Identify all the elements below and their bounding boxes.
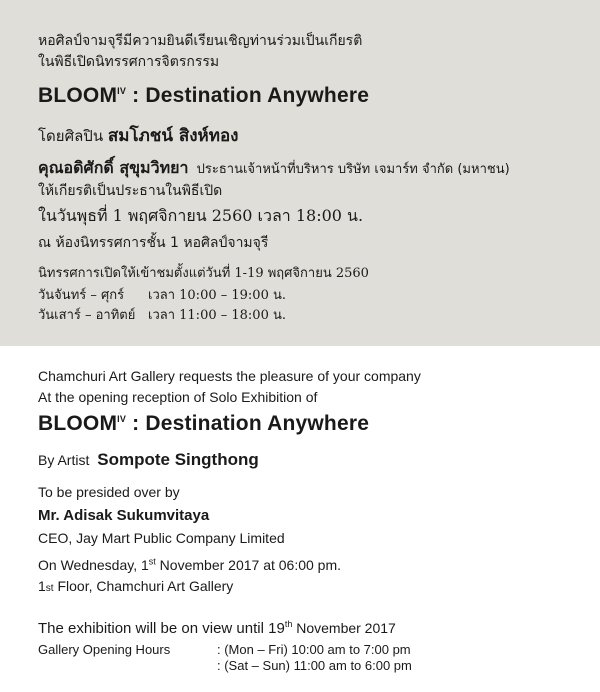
floor-suffix: st bbox=[45, 583, 54, 594]
thai-weekday-hours: เวลา 10:00 – 19:00 น. bbox=[148, 288, 286, 303]
artist-name: สมโภชน์ สิงห์ทอง bbox=[107, 126, 239, 146]
english-view-period bbox=[38, 620, 396, 637]
thai-weekend-hours: เวลา 11:00 – 18:00 น. bbox=[148, 308, 286, 323]
thai-presider-line bbox=[38, 156, 510, 181]
thai-exhibition-title bbox=[38, 84, 369, 108]
english-date-line bbox=[38, 557, 341, 573]
presider-name: คุณอดิศักดิ์ สุขุมวิทยา bbox=[38, 158, 189, 177]
thai-invite-line-1: หอศิลป์จามจุรีมีความยินดีเรียนเชิญท่านร่วมเป็นเกียรติ bbox=[38, 33, 363, 49]
english-artist-line bbox=[38, 450, 259, 470]
view-after: November 2017 bbox=[292, 620, 396, 636]
view-superscript: th bbox=[284, 619, 293, 629]
english-invite-line-1: Chamchuri Art Gallery requests the pleasure of your company bbox=[38, 368, 421, 384]
thai-weekday-days: วันจันทร์ – ศุกร์ bbox=[38, 288, 125, 303]
english-presider-title: CEO, Jay Mart Public Company Limited bbox=[38, 530, 285, 546]
english-hours-weekend: : (Sat – Sun) 11:00 am to 6:00 pm bbox=[217, 658, 412, 673]
artist-prefix: By Artist bbox=[38, 452, 90, 468]
thai-date-line: ในวันพุธที่ 1 พฤศจิกายน 2560 เวลา 18:00 น. bbox=[38, 206, 364, 225]
view-before: The exhibition will be on view until 19 bbox=[38, 620, 285, 637]
title-rest: : Destination Anywhere bbox=[126, 84, 370, 107]
title-main: BLOOM bbox=[38, 84, 118, 107]
date-after: November 2017 at 06:00 pm. bbox=[155, 557, 342, 573]
date-before: On Wednesday, 1 bbox=[38, 557, 149, 573]
english-invitation-panel bbox=[0, 346, 600, 692]
floor-rest: Floor, Chamchuri Art Gallery bbox=[53, 578, 234, 594]
floor-number: 1 bbox=[38, 578, 46, 594]
thai-view-period: นิทรรศการเปิดให้เข้าชมตั้งแต่วันที่ 1-19 พฤศจิกายน 2560 bbox=[38, 266, 369, 281]
english-exhibition-title bbox=[38, 412, 369, 436]
english-invite-line-2: At the opening reception of Solo Exhibition of bbox=[38, 389, 318, 405]
thai-venue-line: ณ ห้องนิทรรศการชั้น 1 หอศิลป์จามจุรี bbox=[38, 235, 269, 251]
title-rest: : Destination Anywhere bbox=[126, 412, 370, 435]
date-superscript: st bbox=[148, 556, 156, 567]
english-presided-line: To be presided over by bbox=[38, 484, 180, 500]
title-superscript: IV bbox=[117, 86, 127, 96]
thai-presider-role: ให้เกียรติเป็นประธานในพิธีเปิด bbox=[38, 183, 223, 199]
english-hours-label: Gallery Opening Hours bbox=[38, 642, 171, 657]
thai-artist-line bbox=[38, 122, 238, 149]
thai-weekend-days: วันเสาร์ – อาทิตย์ bbox=[38, 308, 136, 323]
presider-title: ประธานเจ้าหน้าที่บริหาร บริษัท เจมาร์ท จำกัด (มหาชน) bbox=[196, 162, 510, 177]
artist-name: Sompote Singthong bbox=[97, 450, 259, 469]
artist-prefix: โดยศิลปิน bbox=[38, 127, 104, 145]
english-floor-line bbox=[38, 578, 233, 594]
title-main: BLOOM bbox=[38, 412, 118, 435]
title-superscript: IV bbox=[117, 414, 127, 424]
english-hours-weekday: : (Mon – Fri) 10:00 am to 7:00 pm bbox=[217, 642, 411, 657]
thai-invite-line-2: ในพิธีเปิดนิทรรศการจิตรกรรม bbox=[38, 54, 220, 70]
english-presider-name: Mr. Adisak Sukumvitaya bbox=[38, 507, 210, 524]
